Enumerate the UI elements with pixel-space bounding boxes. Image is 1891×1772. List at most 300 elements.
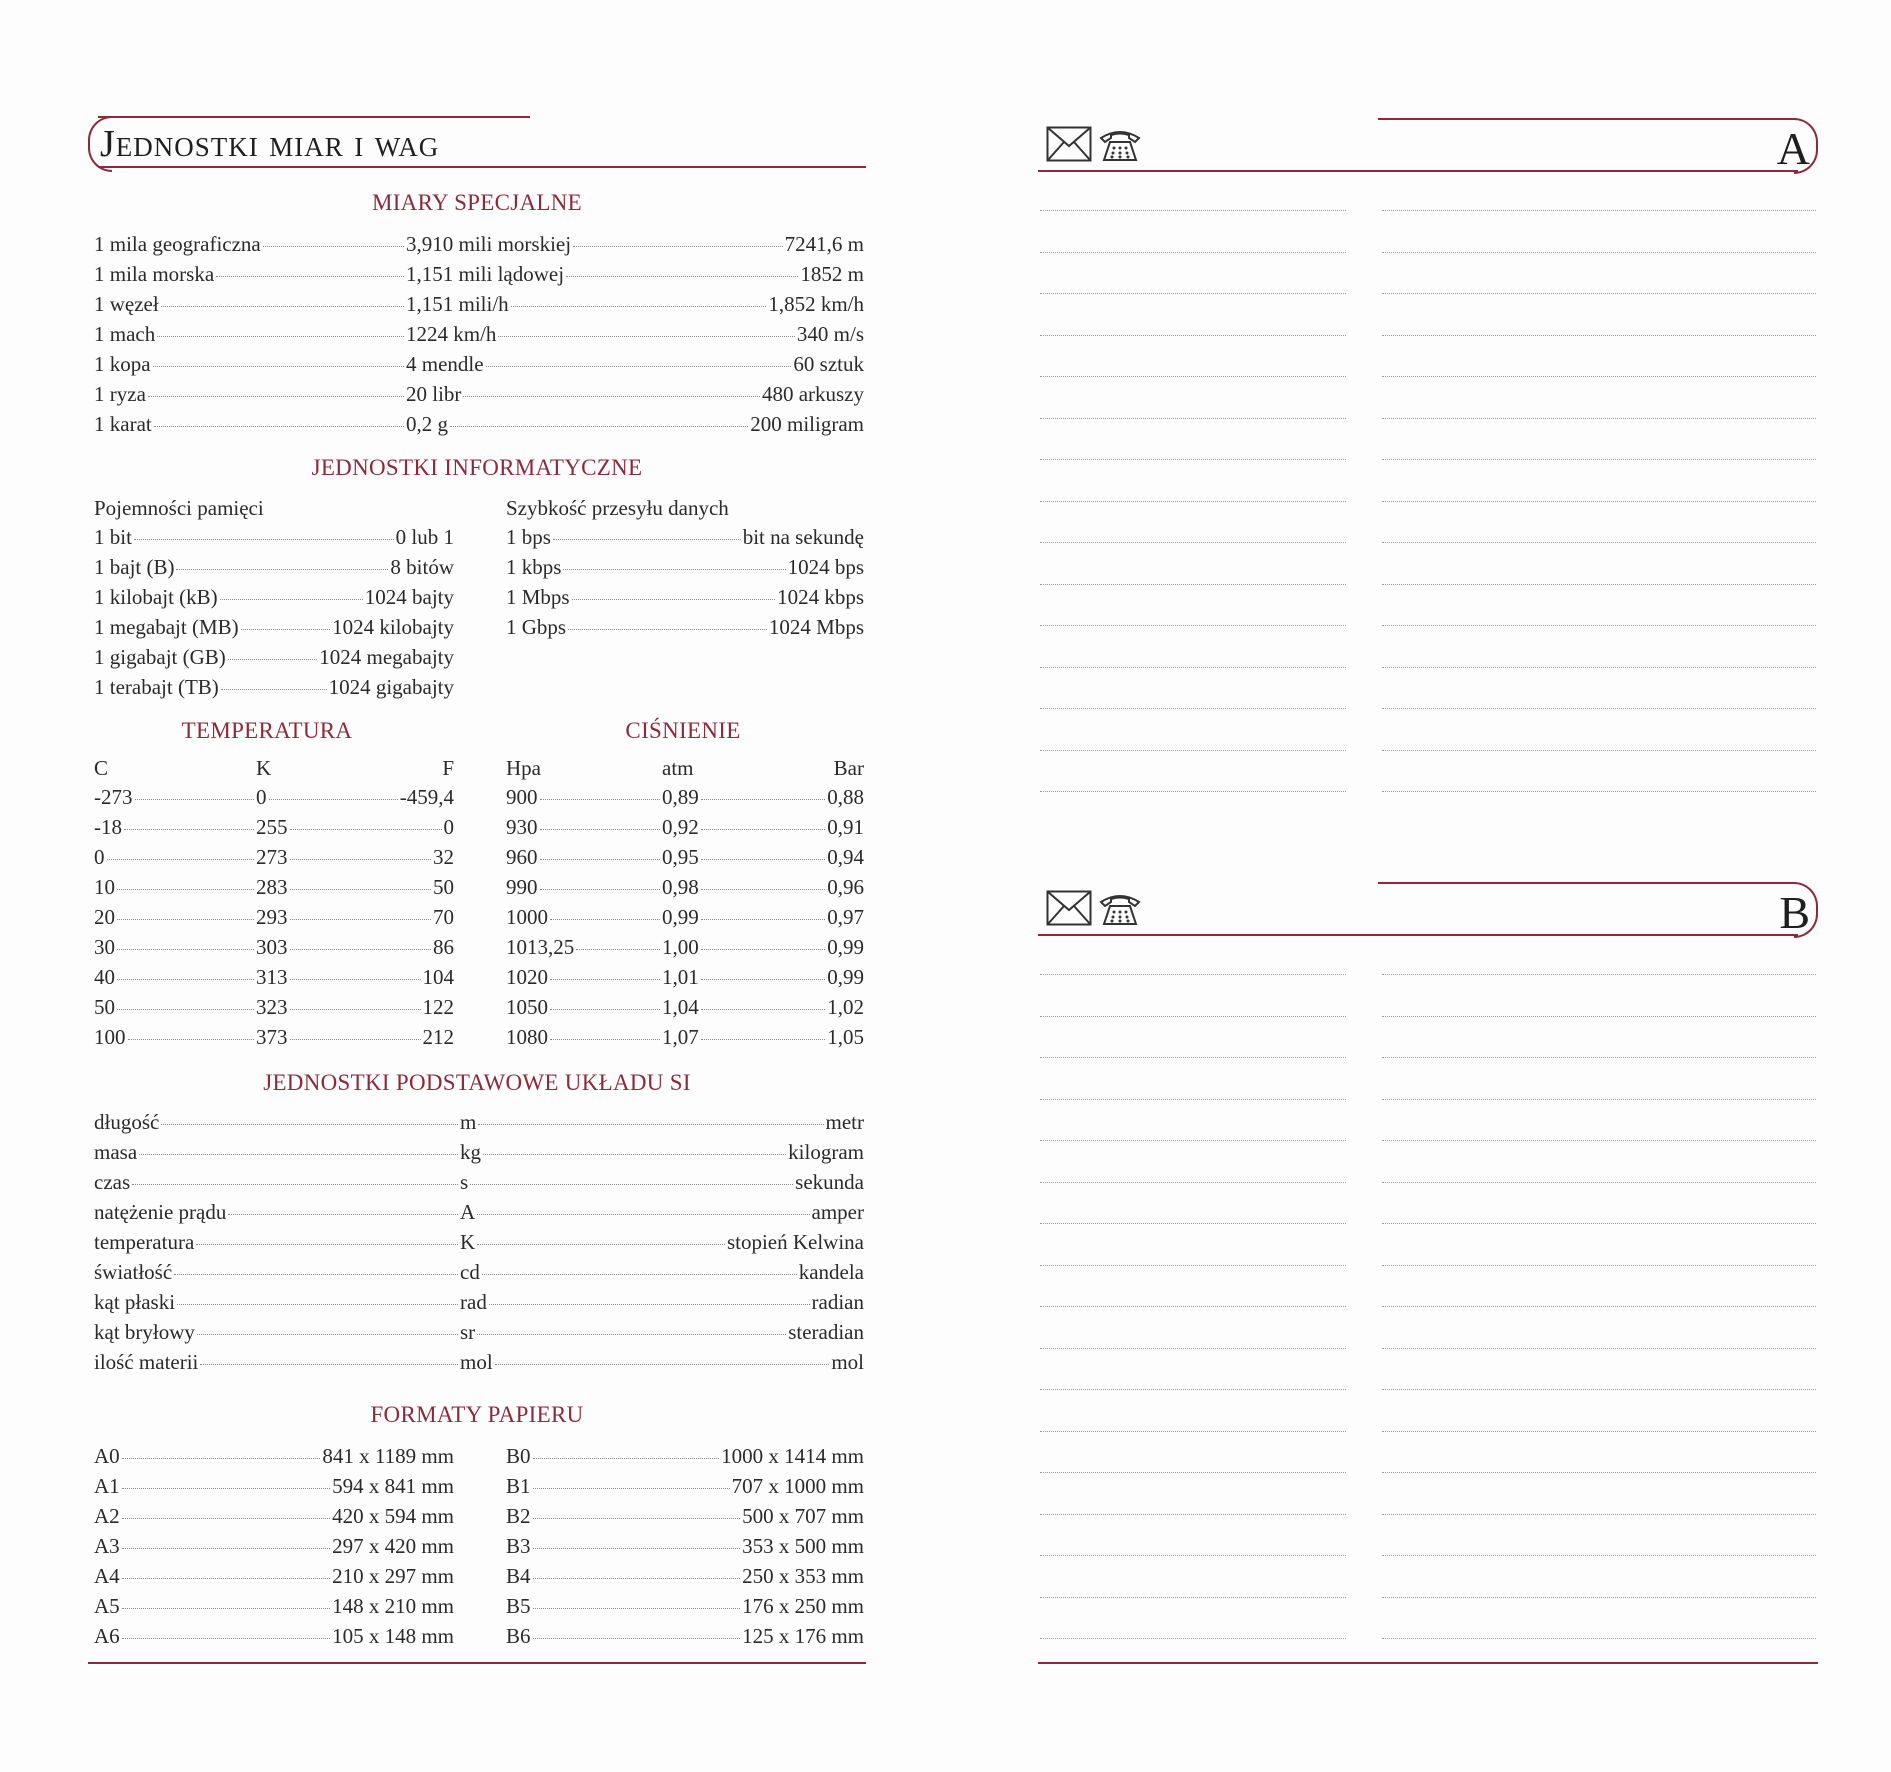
- temp-row: [94, 935, 454, 963]
- temp-row: [94, 995, 454, 1023]
- leader-dots: [290, 859, 432, 860]
- si-row-value: rad: [460, 1290, 487, 1314]
- letter-top-rule: [1378, 118, 1796, 120]
- leader-dots: [533, 1608, 741, 1609]
- special-row-result: 480 arkuszy: [761, 382, 864, 406]
- temp-row-label: -273: [94, 785, 133, 809]
- row-segment: [94, 995, 256, 1020]
- row-segment: [94, 322, 406, 347]
- letter-header-b: [1038, 882, 1818, 938]
- paper-a-row: [94, 1594, 454, 1622]
- paper-b-row: [506, 1474, 864, 1502]
- entry-line-right: [1382, 1182, 1816, 1183]
- row-segment: [94, 1025, 256, 1050]
- leader-dots: [228, 1214, 458, 1215]
- row-segment: [506, 905, 662, 930]
- pressure-row-result: 1,05: [827, 1025, 864, 1049]
- row-segment: [94, 875, 256, 900]
- paper-a-row-cell: 297 x 420 mm: [332, 1534, 454, 1558]
- pressure-row-value: 1,04: [662, 995, 699, 1019]
- leader-dots: [122, 1638, 330, 1639]
- speed-row: [506, 525, 864, 553]
- entry-line-right: [1382, 1389, 1816, 1390]
- entry-line-left: [1040, 252, 1346, 253]
- entry-line-left: [1040, 335, 1346, 336]
- memory-row-cell: 1 bajt (B): [94, 555, 175, 579]
- leader-dots: [701, 889, 826, 890]
- special-row-label: 1 kopa: [94, 352, 151, 376]
- entry-line-right: [1382, 1555, 1816, 1556]
- pressure-row-label: 990: [506, 875, 538, 899]
- entry-line-right: [1382, 1638, 1816, 1639]
- special-row-label: 1 mila geograficzna: [94, 232, 261, 256]
- si-row: [94, 1140, 864, 1168]
- memory-header: Pojemności pamięci: [94, 496, 264, 520]
- envelope-icon: [1046, 126, 1092, 166]
- paper-a-row-cell: A4: [94, 1564, 120, 1588]
- leader-dots: [486, 366, 792, 367]
- pressure-row-label: 930: [506, 815, 538, 839]
- memory-row: [94, 675, 454, 703]
- paper-a-row-cell: 594 x 841 mm: [332, 1474, 454, 1498]
- row-segment: [506, 995, 662, 1020]
- row-segment: [506, 965, 662, 990]
- entry-line-left: [1040, 584, 1346, 585]
- entry-line-right: [1382, 1057, 1816, 1058]
- row-segment: [506, 815, 662, 840]
- leader-dots: [122, 1608, 330, 1609]
- paper-b-row-cell: B1: [506, 1474, 531, 1498]
- special-row-value: 3,910 mili morskiej: [406, 232, 572, 256]
- pressure-row-result: 0,97: [827, 905, 864, 929]
- leader-dots: [124, 829, 254, 830]
- pressure-row: [506, 1025, 864, 1053]
- paper-a-row-cell: 148 x 210 mm: [332, 1594, 454, 1618]
- paper-a-row-cell: 210 x 297 mm: [332, 1564, 454, 1588]
- entry-line-left: [1040, 750, 1346, 751]
- row-segment: [506, 785, 662, 810]
- si-row-label: czas: [94, 1170, 131, 1194]
- leader-dots: [563, 569, 785, 570]
- leader-dots: [139, 1154, 458, 1155]
- temp-row-label: 100: [94, 1025, 126, 1049]
- leader-dots: [132, 1184, 458, 1185]
- leader-dots: [566, 276, 798, 277]
- leader-dots: [128, 1039, 255, 1040]
- column-header: F: [442, 756, 454, 780]
- row-segment: [94, 905, 256, 930]
- pressure-row-value: 1,01: [662, 965, 699, 989]
- paper-b-row-cell: B0: [506, 1444, 531, 1468]
- paper-b-row-cell: B2: [506, 1504, 531, 1528]
- paper-a-row: [94, 1564, 454, 1592]
- leader-dots: [161, 306, 404, 307]
- paper-b-row-cell: 125 x 176 mm: [742, 1624, 864, 1648]
- special-row-value: 20 libr: [406, 382, 462, 406]
- special-row-value: 0,2 g: [406, 412, 448, 436]
- entry-line-left: [1040, 459, 1346, 460]
- entry-line-right: [1382, 501, 1816, 502]
- entry-line-left: [1040, 708, 1346, 709]
- temp-row-result: 70: [433, 905, 454, 929]
- leader-dots: [290, 919, 432, 920]
- pressure-row: [506, 905, 864, 933]
- row-segment: [94, 845, 256, 870]
- leader-dots: [701, 979, 826, 980]
- leader-dots: [153, 366, 404, 367]
- row-segment: [94, 232, 406, 257]
- entry-line-right: [1382, 1348, 1816, 1349]
- paper-a-row: [94, 1504, 454, 1532]
- speed-row: [506, 585, 864, 613]
- entry-line-right: [1382, 974, 1816, 975]
- pressure-row-result: 1,02: [827, 995, 864, 1019]
- entry-line-left: [1040, 376, 1346, 377]
- leader-dots: [117, 949, 254, 950]
- row-segment: [94, 412, 406, 437]
- entry-line-left: [1040, 1348, 1346, 1349]
- entry-line-left: [1040, 1182, 1346, 1183]
- special-row: [94, 412, 864, 440]
- leader-dots: [290, 829, 442, 830]
- leader-dots: [482, 1274, 797, 1275]
- leader-dots: [477, 1244, 725, 1245]
- page-title-block: [88, 110, 866, 170]
- leader-dots: [197, 1334, 458, 1335]
- leader-dots: [122, 1518, 330, 1519]
- entry-line-left: [1040, 1472, 1346, 1473]
- leader-dots: [122, 1488, 330, 1489]
- entry-line-left: [1040, 1057, 1346, 1058]
- telephone-icon: [1098, 890, 1142, 930]
- letter-header-a: [1038, 118, 1818, 174]
- leader-dots: [550, 1009, 660, 1010]
- temp-row: [94, 1025, 454, 1053]
- leader-dots: [568, 629, 767, 630]
- temp-row-label: -18: [94, 815, 122, 839]
- special-row-result: 1852 m: [800, 262, 864, 286]
- column-header: C: [94, 756, 109, 780]
- paper-b-row-cell: 250 x 353 mm: [742, 1564, 864, 1588]
- leader-dots: [550, 979, 660, 980]
- entry-line-right: [1382, 1140, 1816, 1141]
- si-row-result: radian: [811, 1290, 864, 1314]
- section-title-pressure: CIŚNIENIE: [625, 718, 741, 743]
- paper-b-row: [506, 1444, 864, 1472]
- leader-dots: [540, 829, 661, 830]
- si-row-result: kilogram: [788, 1140, 864, 1164]
- temp-row-result: 32: [433, 845, 454, 869]
- pressure-row: [506, 875, 864, 903]
- paper-a-row-cell: A3: [94, 1534, 120, 1558]
- paper-a-row-cell: A6: [94, 1624, 120, 1648]
- leader-dots: [177, 1304, 458, 1305]
- leader-dots: [450, 426, 748, 427]
- entry-line-left: [1040, 210, 1346, 211]
- leader-dots: [290, 1009, 421, 1010]
- si-row-value: A: [460, 1200, 476, 1224]
- leader-dots: [200, 1364, 458, 1365]
- memory-row-cell: 8 bitów: [390, 555, 454, 579]
- temp-row-value: 0: [256, 785, 267, 809]
- paper-a-row-cell: A0: [94, 1444, 120, 1468]
- leader-dots: [216, 276, 404, 277]
- pressure-row-value: 0,98: [662, 875, 699, 899]
- letter-bottom-rule: [1038, 934, 1798, 936]
- column-header: atm: [662, 756, 694, 780]
- section-title-special: MIARY SPECJALNE: [371, 190, 583, 215]
- temp-row-label: 20: [94, 905, 115, 929]
- leader-dots: [495, 1364, 830, 1365]
- pressure-row: [506, 935, 864, 963]
- column-header: Hpa: [506, 756, 541, 780]
- paper-a-row-cell: 420 x 594 mm: [332, 1504, 454, 1528]
- temp-row: [94, 815, 454, 843]
- entry-line-left: [1040, 1555, 1346, 1556]
- row-segment: [94, 1230, 460, 1255]
- entry-line-right: [1382, 335, 1816, 336]
- leader-dots: [117, 1009, 254, 1010]
- temp-row: [94, 845, 454, 873]
- temp-row-result: 122: [422, 995, 454, 1019]
- temp-row-result: -459,4: [399, 785, 454, 809]
- paper-a-row-cell: A5: [94, 1594, 120, 1618]
- special-row: [94, 322, 864, 350]
- special-row-result: 7241,6 m: [784, 232, 864, 256]
- temp-row-label: 10: [94, 875, 115, 899]
- entry-line-right: [1382, 584, 1816, 585]
- pressure-row-result: 0,99: [827, 965, 864, 989]
- leader-dots: [477, 1334, 786, 1335]
- special-row: [94, 232, 864, 260]
- temp-row: [94, 965, 454, 993]
- paper-a-row: [94, 1444, 454, 1472]
- entry-line-left: [1040, 1638, 1346, 1639]
- special-row: [94, 352, 864, 380]
- index-letter: B: [1779, 887, 1810, 938]
- right-bottom-rule: [1038, 1662, 1818, 1664]
- title-bottom-rule: [98, 166, 866, 168]
- contact-icons: [1046, 890, 1142, 930]
- speed-row-cell: 1 Mbps: [506, 585, 570, 609]
- leader-dots: [463, 396, 760, 397]
- row-segment: [506, 1025, 662, 1050]
- speed-row-cell: bit na sekundę: [742, 525, 864, 549]
- paper-a-row-cell: A1: [94, 1474, 120, 1498]
- si-row: [94, 1320, 864, 1348]
- si-row-value: mol: [460, 1350, 493, 1374]
- si-row-label: kąt bryłowy: [94, 1320, 195, 1344]
- row-segment: [94, 815, 256, 840]
- leader-dots: [540, 889, 661, 890]
- leader-dots: [701, 1039, 826, 1040]
- temp-row-result: 104: [422, 965, 454, 989]
- special-row: [94, 292, 864, 320]
- letter-top-rule: [1378, 882, 1796, 884]
- temp-row: [94, 905, 454, 933]
- memory-row-cell: 1024 kilobajty: [332, 615, 454, 639]
- memory-row-cell: 1 gigabajt (GB): [94, 645, 226, 669]
- pressure-row-label: 1000: [506, 905, 548, 929]
- row-segment: [94, 1200, 460, 1225]
- si-row: [94, 1290, 864, 1318]
- si-row-value: m: [460, 1110, 477, 1134]
- temp-row-value: 273: [256, 845, 288, 869]
- pressure-row: [506, 965, 864, 993]
- section-title-temp: TEMPERATURA: [181, 718, 353, 743]
- leader-dots: [576, 949, 660, 950]
- special-row-result: 340 m/s: [796, 322, 864, 346]
- temp-row-label: 30: [94, 935, 115, 959]
- entry-line-left: [1040, 1140, 1346, 1141]
- special-row: [94, 262, 864, 290]
- entry-line-left: [1040, 293, 1346, 294]
- leader-dots: [489, 1304, 810, 1305]
- temp-row-value: 323: [256, 995, 288, 1019]
- leader-dots: [701, 859, 826, 860]
- row-segment: [94, 1350, 460, 1375]
- index-letter: A: [1776, 123, 1810, 174]
- leader-dots: [701, 949, 826, 950]
- page-title: Jednostki miar i wag: [100, 123, 440, 165]
- pressure-row-result: 0,96: [827, 875, 864, 899]
- si-row-label: natężenie prądu: [94, 1200, 227, 1224]
- si-row-result: metr: [825, 1110, 864, 1134]
- paper-a-row: [94, 1474, 454, 1502]
- entry-line-right: [1382, 542, 1816, 543]
- row-segment: [94, 1110, 460, 1135]
- leader-dots: [135, 799, 255, 800]
- speed-row-cell: 1 bps: [506, 525, 551, 549]
- leader-dots: [157, 336, 404, 337]
- section-title-si: JEDNOSTKI PODSTAWOWE UKŁADU SI: [263, 1070, 691, 1095]
- pressure-row-result: 0,99: [827, 935, 864, 959]
- row-segment: [94, 965, 256, 990]
- temp-row-result: 86: [433, 935, 454, 959]
- row-segment: [94, 262, 406, 287]
- si-row-label: temperatura: [94, 1230, 195, 1254]
- leader-dots: [533, 1518, 741, 1519]
- si-row-value: K: [460, 1230, 476, 1254]
- leader-dots: [533, 1578, 741, 1579]
- entry-line-right: [1382, 1472, 1816, 1473]
- entry-line-left: [1040, 1431, 1346, 1432]
- row-segment: [94, 1140, 460, 1165]
- leader-dots: [540, 859, 661, 860]
- pressure-row: [506, 785, 864, 813]
- leader-dots: [263, 246, 404, 247]
- entry-line-right: [1382, 1099, 1816, 1100]
- si-row-label: długość: [94, 1110, 160, 1134]
- temp-row-value: 373: [256, 1025, 288, 1049]
- leader-dots: [550, 919, 660, 920]
- leader-dots: [221, 689, 327, 690]
- special-row-value: 1,151 mili/h: [406, 292, 509, 316]
- entry-line-left: [1040, 1514, 1346, 1515]
- paper-b-row: [506, 1594, 864, 1622]
- entry-line-right: [1382, 1597, 1816, 1598]
- leader-dots: [122, 1458, 321, 1459]
- memory-row-cell: 1024 megabajty: [319, 645, 454, 669]
- pressure-row-value: 1,07: [662, 1025, 699, 1049]
- row-segment: [94, 1260, 460, 1285]
- temp-row-result: 0: [443, 815, 454, 839]
- telephone-icon: [1098, 126, 1142, 166]
- leader-dots: [533, 1458, 720, 1459]
- leader-dots: [174, 1274, 458, 1275]
- memory-row-cell: 1 megabajt (MB): [94, 615, 239, 639]
- si-row: [94, 1110, 864, 1138]
- row-segment: [94, 785, 256, 810]
- paper-a-row-cell: A2: [94, 1504, 120, 1528]
- paper-b-row-cell: B6: [506, 1624, 531, 1648]
- pressure-row-label: 960: [506, 845, 538, 869]
- paper-b-row: [506, 1564, 864, 1592]
- leader-dots: [107, 859, 255, 860]
- pressure-row-label: 1020: [506, 965, 548, 989]
- pressure-row-label: 1013,25: [506, 935, 575, 959]
- pressure-row-label: 900: [506, 785, 538, 809]
- leader-dots: [701, 829, 826, 830]
- si-row-label: ilość materii: [94, 1350, 199, 1374]
- special-row-label: 1 ryza: [94, 382, 146, 406]
- paper-a-row-cell: 105 x 148 mm: [332, 1624, 454, 1648]
- special-row-label: 1 mila morska: [94, 262, 215, 286]
- leader-dots: [478, 1124, 823, 1125]
- leader-dots: [290, 979, 421, 980]
- temp-row-value: 313: [256, 965, 288, 989]
- entry-line-left: [1040, 625, 1346, 626]
- entry-line-left: [1040, 1597, 1346, 1598]
- leader-dots: [701, 919, 826, 920]
- entry-line-right: [1382, 210, 1816, 211]
- row-segment: [94, 292, 406, 317]
- temp-row: [94, 875, 454, 903]
- leader-dots: [134, 539, 394, 540]
- pressure-row-label: 1050: [506, 995, 548, 1019]
- contact-icons: [1046, 126, 1142, 166]
- row-segment: [94, 382, 406, 407]
- si-row-label: światłość: [94, 1260, 173, 1284]
- pressure-row-result: 0,91: [827, 815, 864, 839]
- leader-dots: [470, 1184, 793, 1185]
- memory-row: [94, 585, 454, 613]
- si-row-label: kąt płaski: [94, 1290, 176, 1314]
- bottom-rule: [88, 1662, 866, 1664]
- memory-row-cell: 1 bit: [94, 525, 132, 549]
- leader-dots: [117, 889, 254, 890]
- entry-line-right: [1382, 293, 1816, 294]
- leader-dots: [533, 1638, 741, 1639]
- paper-b-row-cell: 176 x 250 mm: [742, 1594, 864, 1618]
- leader-dots: [117, 919, 254, 920]
- temp-row-result: 50: [433, 875, 454, 899]
- special-row: [94, 382, 864, 410]
- leader-dots: [122, 1578, 330, 1579]
- leader-dots: [553, 539, 741, 540]
- entry-line-left: [1040, 1306, 1346, 1307]
- si-row-value: s: [460, 1170, 469, 1194]
- speed-header: Szybkość przesyłu danych: [506, 496, 729, 520]
- si-row-value: kg: [460, 1140, 481, 1164]
- paper-b-row-cell: B5: [506, 1594, 531, 1618]
- pressure-row: [506, 845, 864, 873]
- paper-b-row-cell: 1000 x 1414 mm: [721, 1444, 864, 1468]
- paper-a-row-cell: 841 x 1189 mm: [322, 1444, 454, 1468]
- special-row-value: 1,151 mili lądowej: [406, 262, 565, 286]
- entry-line-right: [1382, 750, 1816, 751]
- entry-line-left: [1040, 418, 1346, 419]
